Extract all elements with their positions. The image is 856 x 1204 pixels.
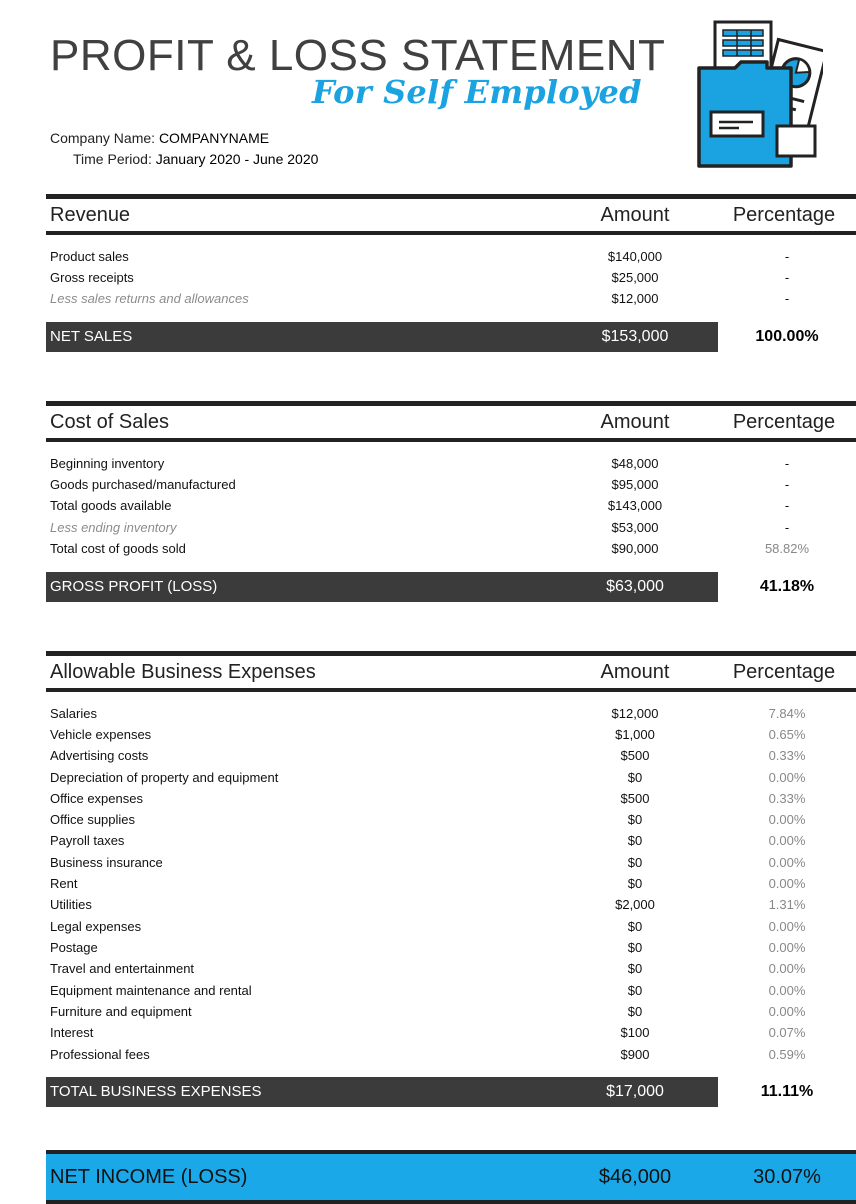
- table-row: [46, 453, 856, 474]
- cost-of-sales-header: [46, 401, 856, 442]
- row-amount: $100: [620, 1025, 650, 1040]
- total-label: GROSS PROFIT (LOSS): [50, 578, 218, 595]
- total-business-expenses-row: [46, 1077, 856, 1107]
- row-percentage: 1.31%: [768, 897, 806, 912]
- row-percentage: -: [784, 498, 790, 513]
- row-percentage: 0.00%: [768, 876, 806, 891]
- row-percentage: 0.00%: [768, 855, 806, 870]
- row-amount: $48,000: [611, 456, 659, 471]
- table-row: [46, 937, 856, 958]
- row-label: Salaries: [50, 706, 97, 721]
- row-label: Interest: [50, 1025, 94, 1040]
- amount-column-header: Amount: [600, 411, 670, 433]
- gross-profit-row: [46, 572, 856, 602]
- row-percentage: 58.82%: [764, 541, 810, 556]
- company-name-field: [50, 129, 269, 147]
- row-label: Depreciation of property and equipment: [50, 770, 279, 785]
- table-row: [46, 1022, 856, 1043]
- row-label: Total goods available: [50, 498, 172, 513]
- row-percentage: 0.00%: [768, 961, 806, 976]
- row-amount: $0: [627, 1004, 643, 1019]
- row-label: Rent: [50, 876, 78, 891]
- row-label: Vehicle expenses: [50, 727, 152, 742]
- time-period-value: January 2020 - June 2020: [155, 151, 319, 167]
- table-row: [46, 538, 856, 559]
- row-label: Beginning inventory: [50, 456, 165, 471]
- company-name-label: Company Name:: [50, 130, 156, 146]
- table-row: [46, 809, 856, 830]
- row-amount: $900: [620, 1047, 650, 1062]
- expenses-title: Allowable Business Expenses: [50, 661, 316, 683]
- row-percentage: 0.07%: [768, 1025, 806, 1040]
- row-label: Professional fees: [50, 1047, 150, 1062]
- row-amount: $500: [620, 791, 650, 806]
- row-label: Less ending inventory: [50, 520, 177, 535]
- total-percentage: 41.18%: [759, 578, 815, 595]
- net-income-row: [46, 1150, 856, 1204]
- net-income-label: NET INCOME (LOSS): [50, 1166, 248, 1188]
- row-percentage: -: [784, 270, 790, 285]
- net-sales-row: [46, 322, 856, 352]
- row-label: Office expenses: [50, 791, 143, 806]
- expenses-header: [46, 651, 856, 692]
- table-row: [46, 517, 856, 538]
- table-row: [46, 830, 856, 851]
- table-row: [46, 246, 856, 267]
- amount-column-header: Amount: [600, 204, 670, 226]
- cost-of-sales-title: Cost of Sales: [50, 411, 169, 433]
- net-income-percentage: 30.07%: [753, 1166, 821, 1188]
- row-amount: $95,000: [611, 477, 659, 492]
- table-row: [46, 873, 856, 894]
- row-amount: $0: [627, 876, 643, 891]
- row-amount: $140,000: [607, 249, 663, 264]
- row-percentage: 0.00%: [768, 812, 806, 827]
- row-label: Goods purchased/manufactured: [50, 477, 236, 492]
- row-amount: $0: [627, 833, 643, 848]
- table-row: [46, 703, 856, 724]
- percentage-column-header: Percentage: [732, 204, 836, 226]
- table-row: [46, 958, 856, 979]
- time-period-label: Time Period:: [73, 151, 152, 167]
- percentage-column-header: Percentage: [732, 411, 836, 433]
- row-label: Equipment maintenance and rental: [50, 983, 252, 998]
- row-percentage: 0.00%: [768, 940, 806, 955]
- row-amount: $0: [627, 940, 643, 955]
- row-percentage: -: [784, 291, 790, 306]
- table-row: [46, 495, 856, 516]
- row-percentage: 0.00%: [768, 983, 806, 998]
- table-row: [46, 852, 856, 873]
- row-percentage: -: [784, 477, 790, 492]
- page-title: PROFIT & LOSS STATEMENT: [50, 31, 666, 80]
- total-amount: $63,000: [606, 578, 664, 595]
- total-percentage: 11.11%: [760, 1083, 814, 1100]
- row-label: Postage: [50, 940, 98, 955]
- row-label: Furniture and equipment: [50, 1004, 192, 1019]
- row-label: Total cost of goods sold: [50, 541, 186, 556]
- total-amount: $153,000: [601, 328, 669, 345]
- table-row: [46, 288, 856, 309]
- row-label: Advertising costs: [50, 748, 149, 763]
- table-row: [46, 1044, 856, 1065]
- row-percentage: -: [784, 456, 790, 471]
- row-label: Less sales returns and allowances: [50, 291, 249, 306]
- table-row: [46, 980, 856, 1001]
- row-label: Utilities: [50, 897, 92, 912]
- total-amount: $17,000: [606, 1083, 664, 1100]
- time-period-field: [73, 150, 318, 168]
- row-amount: $25,000: [611, 270, 659, 285]
- table-row: [46, 916, 856, 937]
- revenue-title: Revenue: [50, 204, 131, 226]
- row-percentage: 0.00%: [768, 919, 806, 934]
- row-label: Legal expenses: [50, 919, 142, 934]
- table-row: [46, 724, 856, 745]
- table-row: [46, 788, 856, 809]
- row-percentage: -: [784, 249, 790, 264]
- row-percentage: -: [784, 520, 790, 535]
- table-row: [46, 1001, 856, 1022]
- row-percentage: 0.00%: [768, 833, 806, 848]
- row-amount: $0: [627, 812, 643, 827]
- row-amount: $0: [627, 855, 643, 870]
- row-amount: $2,000: [615, 897, 655, 912]
- row-amount: $0: [627, 961, 643, 976]
- row-label: Product sales: [50, 249, 129, 264]
- row-amount: $53,000: [611, 520, 659, 535]
- row-label: Business insurance: [50, 855, 163, 870]
- row-amount: $500: [620, 748, 650, 763]
- documents-folder-chart-icon: [695, 18, 823, 170]
- row-amount: $1,000: [615, 727, 655, 742]
- table-row: [46, 767, 856, 788]
- row-percentage: 0.33%: [768, 791, 806, 806]
- total-label: TOTAL BUSINESS EXPENSES: [50, 1083, 262, 1100]
- row-percentage: 0.33%: [768, 748, 806, 763]
- table-row: [46, 745, 856, 766]
- row-percentage: 0.00%: [768, 770, 806, 785]
- row-amount: $0: [627, 983, 643, 998]
- row-amount: $12,000: [611, 291, 659, 306]
- table-row: [46, 267, 856, 288]
- row-percentage: 0.00%: [768, 1004, 806, 1019]
- table-row: [46, 894, 856, 915]
- total-percentage: 100.00%: [755, 328, 819, 345]
- net-income-amount: $46,000: [598, 1166, 672, 1188]
- row-percentage: 0.59%: [768, 1047, 806, 1062]
- row-amount: $12,000: [611, 706, 659, 721]
- row-amount: $143,000: [607, 498, 663, 513]
- table-row: [46, 474, 856, 495]
- row-percentage: 7.84%: [768, 706, 806, 721]
- row-label: Office supplies: [50, 812, 136, 827]
- total-label: NET SALES: [50, 328, 133, 345]
- revenue-header: [46, 194, 856, 235]
- company-name-value: COMPANYNAME: [158, 130, 270, 146]
- amount-column-header: Amount: [600, 661, 670, 683]
- row-label: Travel and entertainment: [50, 961, 195, 976]
- row-label: Gross receipts: [50, 270, 134, 285]
- row-amount: $0: [627, 919, 643, 934]
- row-label: Payroll taxes: [50, 833, 125, 848]
- row-amount: $90,000: [611, 541, 659, 556]
- percentage-column-header: Percentage: [732, 661, 836, 683]
- row-amount: $0: [627, 770, 643, 785]
- row-percentage: 0.65%: [768, 727, 806, 742]
- page-subtitle: For Self Employed: [312, 73, 642, 111]
